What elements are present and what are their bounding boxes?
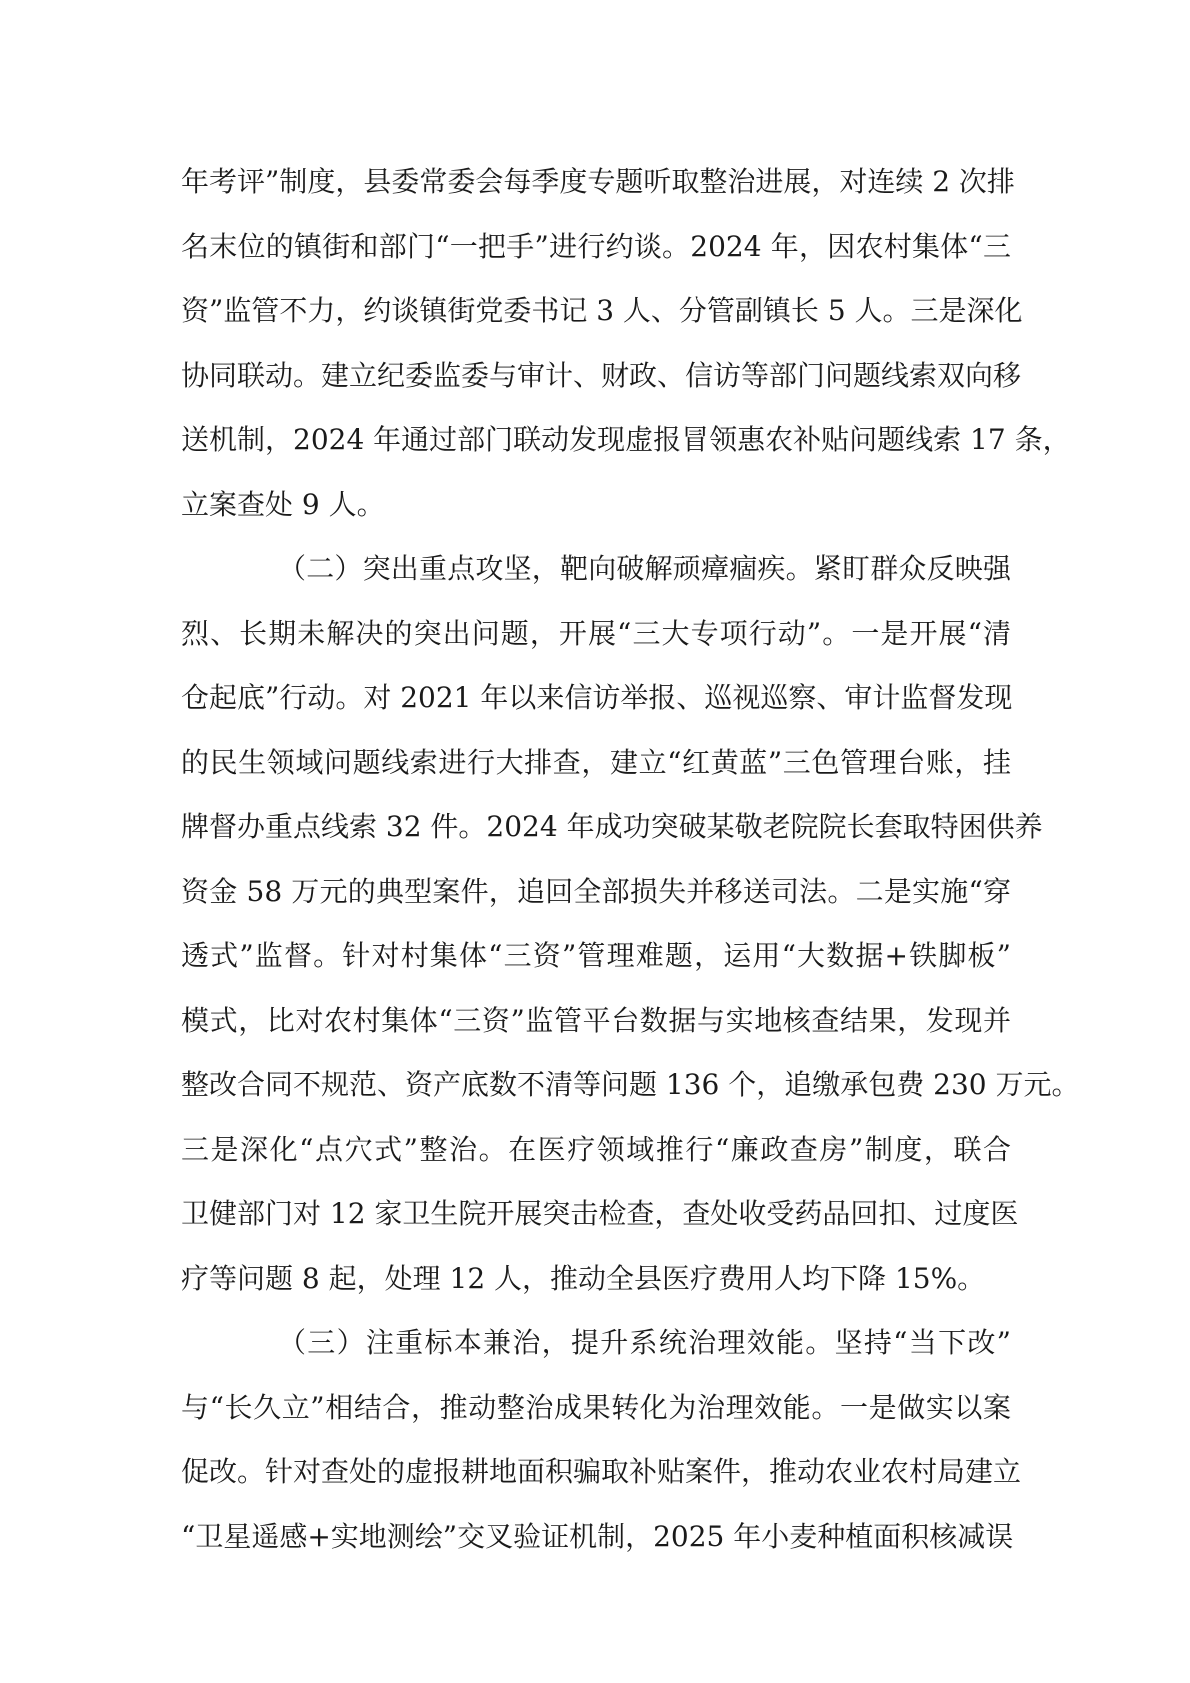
text-line: 与“长久立”相结合，推动整治成果转化为治理效能。一是做实以案 [181,1390,1011,1424]
text-line: 的民生领域问题线索进行大排查，建立“红黄蓝”三色管理台账，挂 [181,745,1011,779]
text-line: 模式，比对农村集体“三资”监管平台数据与实地核查结果，发现并 [181,1003,1011,1037]
text-line: （三）注重标本兼治，提升系统治理效能。坚持“当下改” [278,1326,1011,1359]
text-line: 送机制，2024 年通过部门联动发现虚报冒领惠农补贴问题线索 17 条， [181,423,1071,456]
text-line: 卫健部门对 12 家卫生院开展突击检查，查处收受药品回扣、过度医 [181,1197,1019,1230]
text-line: （二）突出重点攻坚，靶向破解顽瘴痼疾。紧盯群众反映强 [278,552,1011,585]
paragraph-3 [181,1311,1022,1569]
text-line: 疗等问题 8 起，处理 12 人，推动全县医疗费用人均下降 15%。 [181,1261,986,1295]
text-line: 立案查处 9 人。 [181,487,385,521]
text-line: 名末位的镇街和部门“一把手”进行约谈。2024 年，因农村集体“三 [181,229,1011,263]
text-line: 促改。针对查处的虚报耕地面积骗取补贴案件，推动农业农村局建立 [181,1455,1022,1488]
text-line: 整改合同不规范、资产底数不清等问题 136 个，追缴承包费 230 万元。 [181,1068,1080,1101]
paragraph-2 [181,537,1080,1311]
text-line: 资金 58 万元的典型案件，追回全部损失并移送司法。二是实施“穿 [181,874,1011,908]
text-line: 烈、长期未解决的突出问题，开展“三大专项行动”。一是开展“清 [181,616,1011,650]
text-line: 牌督办重点线索 32 件。2024 年成功突破某敬老院院长套取特困供养 [181,810,1043,843]
paragraph-1 [181,150,1071,537]
document-body [181,150,1080,1569]
text-line: 资”监管不力，约谈镇街党委书记 3 人、分管副镇长 5 人。三是深化 [181,294,1023,327]
text-line: 透式”监督。针对村集体“三资”管理难题，运用“大数据+铁脚板” [181,939,1011,972]
text-line: 仓起底”行动。对 2021 年以来信访举报、巡视巡察、审计监督发现 [181,681,1013,714]
text-line: 协同联动。建立纪委监委与审计、财政、信访等部门问题线索双向移 [181,358,1022,392]
text-line: 三是深化“点穴式”整治。在医疗领域推行“廉政查房”制度，联合 [181,1132,1011,1166]
text-line: 年考评”制度，县委常委会每季度专题听取整治进展，对连续 2 次排 [181,165,1015,198]
text-line: “卫星遥感+实地测绘”交叉验证机制，2025 年小麦种植面积核减误 [181,1519,1014,1553]
